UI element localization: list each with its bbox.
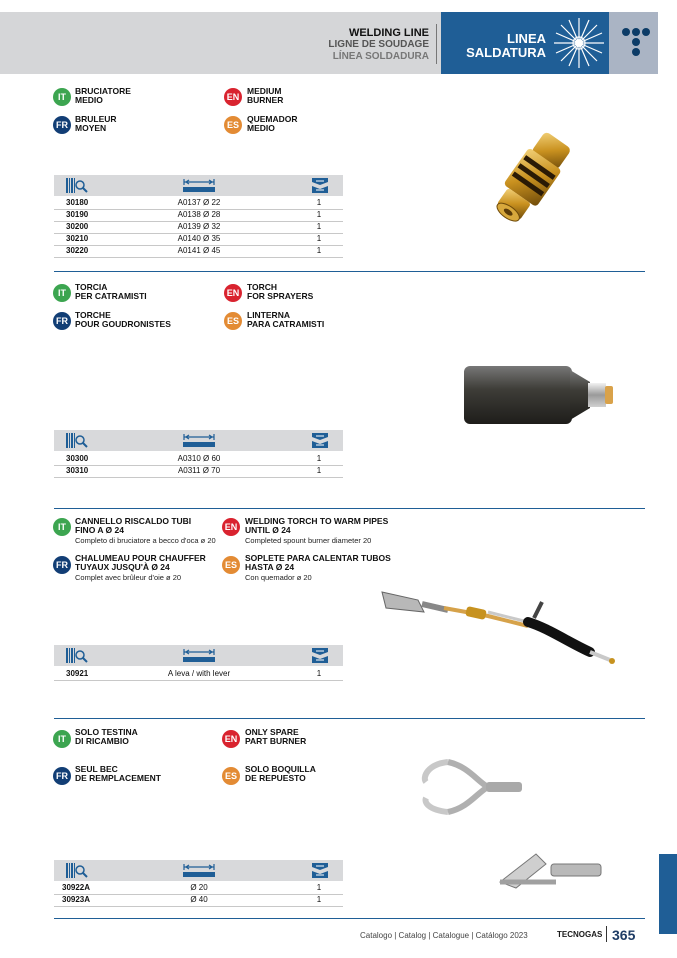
badge-fr: FR — [53, 767, 71, 785]
section-divider — [54, 271, 645, 272]
side-section-tab — [659, 854, 677, 934]
table-row: 30921 A leva / with lever 1 — [54, 669, 343, 681]
label-it: BRUCIATORE MEDIO — [75, 86, 131, 105]
desc-en: Completed spount burner diameter 20 — [245, 536, 372, 545]
section-divider — [54, 718, 645, 719]
badge-en: EN — [224, 88, 242, 106]
label-it: SOLO TESTINA DI RICAMBIO — [75, 727, 138, 746]
table-row: 30922A Ø 20 1 — [54, 883, 343, 895]
header-line-en: WELDING LINE — [348, 27, 429, 39]
label-en: WELDING TORCH TO WARM PIPES UNTIL Ø 24 — [245, 516, 389, 535]
welding-torch-image — [378, 582, 618, 664]
badge-en: EN — [224, 284, 242, 302]
table-row: 30923A Ø 40 1 — [54, 895, 343, 907]
desc-it: Completo di bruciatore a becco d'oca ø 20 — [75, 536, 216, 545]
label-it: CANNELLO RISCALDO TUBI FINO A Ø 24 — [75, 516, 192, 535]
label-en: ONLY SPARE PART BURNER — [245, 727, 307, 746]
badge-it: IT — [53, 284, 71, 302]
badge-it: IT — [53, 518, 71, 536]
barcode-search-icon — [66, 862, 88, 879]
label-es: SOLO BOQUILLA DE REPUESTO — [245, 764, 316, 783]
header-line-es: LÍNEA SOLDADURA — [332, 51, 429, 62]
torch-for-sprayers-image — [462, 362, 617, 428]
section-divider — [54, 508, 645, 509]
package-boxes-icon — [310, 862, 330, 879]
label-es: QUEMADOR MEDIO — [247, 114, 298, 133]
label-fr: TORCHE POUR GOUDRONISTES — [75, 310, 171, 329]
label-fr: SEUL BEC DE REMPLACEMENT — [75, 764, 161, 783]
badge-it: IT — [53, 730, 71, 748]
table-row: 30310 A0311 Ø 70 1 — [54, 466, 343, 478]
desc-es: Con quemador ø 20 — [245, 573, 312, 582]
badge-es: ES — [222, 556, 240, 574]
table-header — [54, 430, 343, 451]
label-fr: CHALUMEAU POUR CHAUFFER TUYAUX JUSQU'À Ø 24 — [75, 553, 206, 572]
badge-fr: FR — [53, 312, 71, 330]
table-header — [54, 645, 343, 666]
header-separator — [436, 24, 437, 64]
badge-en: EN — [222, 518, 240, 536]
header-category — [452, 32, 546, 60]
label-en: MEDIUM BURNER — [247, 86, 284, 105]
badge-fr: FR — [53, 556, 71, 574]
badge-es: ES — [222, 767, 240, 785]
measure-ruler-icon — [182, 433, 216, 448]
package-boxes-icon — [310, 647, 330, 664]
label-en: TORCH FOR SPRAYERS — [247, 282, 314, 301]
header-line-fr: LIGNE DE SOUDAGE — [328, 39, 429, 50]
medium-burner-image — [480, 126, 580, 236]
table-row: 30180 A0137 Ø 22 1 — [54, 198, 343, 210]
badge-es: ES — [224, 116, 242, 134]
table-row: 30210 A0140 Ø 35 1 — [54, 234, 343, 246]
measure-ruler-icon — [182, 863, 216, 878]
footer-catalog-label: Catalogo | Catalog | Catalogue | Catálogo 2023 — [360, 931, 528, 940]
barcode-search-icon — [66, 432, 88, 449]
header-saldatura: SALDATURA — [466, 45, 546, 60]
label-es: SOPLETE PARA CALENTAR TUBOS HASTA Ø 24 — [245, 553, 391, 572]
barcode-search-icon — [66, 177, 88, 194]
table-header — [54, 175, 343, 196]
package-boxes-icon — [310, 177, 330, 194]
welding-spark-icon — [549, 12, 609, 74]
table-row: 30300 A0310 Ø 60 1 — [54, 454, 343, 466]
table-row: 30190 A0138 Ø 28 1 — [54, 210, 343, 222]
barcode-search-icon — [66, 647, 88, 664]
spare-burner-fork-image — [418, 752, 528, 832]
table-row: 30200 A0139 Ø 32 1 — [54, 222, 343, 234]
badge-fr: FR — [53, 116, 71, 134]
badge-it: IT — [53, 88, 71, 106]
table-row: 30220 A0141 Ø 45 1 — [54, 246, 343, 258]
desc-fr: Complet avec brûleur d'oie ø 20 — [75, 573, 182, 582]
label-es: LINTERNA PARA CATRAMISTI — [247, 310, 325, 329]
package-boxes-icon — [310, 432, 330, 449]
header-linea: LINEA — [507, 31, 546, 46]
label-it: TORCIA PER CATRAMISTI — [75, 282, 147, 301]
badge-es: ES — [224, 312, 242, 330]
measure-ruler-icon — [182, 178, 216, 193]
badge-en: EN — [222, 730, 240, 748]
label-fr: BRULEUR MOYEN — [75, 114, 117, 133]
page-number: 365 — [612, 927, 636, 943]
measure-ruler-icon — [182, 648, 216, 663]
spare-burner-nozzle-image — [496, 842, 606, 894]
table-header — [54, 860, 343, 881]
brand-logo: TECNOGAS — [557, 930, 603, 939]
footer-divider — [54, 918, 645, 919]
header-title — [328, 27, 429, 63]
footer-separator — [606, 926, 607, 942]
